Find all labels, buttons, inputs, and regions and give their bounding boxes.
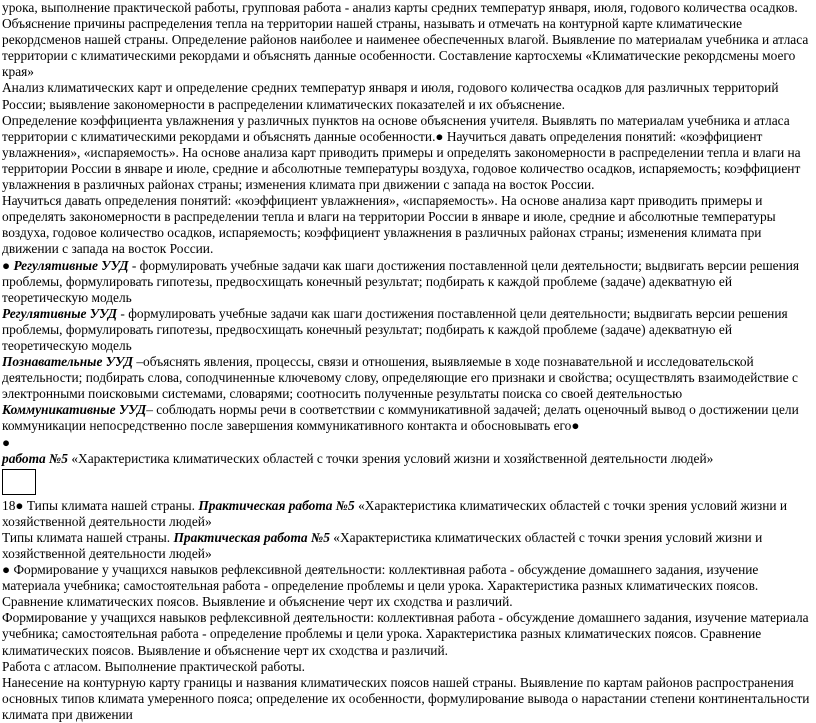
text: Определение коэффициента увлажнения у различных пунктов на основе объяснения учителя. Выявлять по материалам учебника и атласа территории с климатическими рекордами и объяснять данные особенности. xyxy=(2,112,790,144)
bullet-icon: ● xyxy=(15,497,24,513)
paragraph xyxy=(2,258,814,306)
text: - формулировать учебные задачи как шаги достижения поставленной цели деятельности; выдвигать версии решения проблемы, формулировать гипотезы, предвосхищать конечный результат; подбирать к каждой проблеме (задаче) адекватную ей теоретическую модель xyxy=(2,305,788,353)
paragraph xyxy=(2,0,814,80)
paragraph xyxy=(2,402,814,434)
paragraph xyxy=(2,306,814,354)
text: Работа с атласом. Выполнение практической работы. xyxy=(2,658,305,674)
heading-regulatory: Регулятивные УУД xyxy=(2,305,118,321)
empty-cell-box xyxy=(2,469,36,495)
paragraph xyxy=(2,354,814,402)
bullet-icon: ● xyxy=(2,257,11,273)
heading-communicative: Коммуникативные УУД xyxy=(2,402,147,418)
paragraph xyxy=(2,530,814,562)
text: Формирование у учащихся навыков рефлексивной деятельности: коллективная работа - обсуждение домашнего задания, изучение материала учебника; самостоятельная работа - определение проблемы и цели урока. Характеристика разных климатических поясов. Сравнение климатических поясов. Выявление и объяснение черт их сходства и различий. xyxy=(2,610,809,658)
row-number: 18 xyxy=(2,497,16,513)
text: –объяснять явления, процессы, связи и отношения, выявляемые в ходе познавательной и исследовательской деятельности; подбирать слова, соподчиненные ключевому слову, определяющие его признаки и свойства; осуществлять взаимодействие с электронными поисковыми системами, словарями; соотносить полученные результаты поиска со своей деятельностью xyxy=(2,354,798,402)
paragraph xyxy=(2,498,814,530)
text: урока, выполнение практической работы, групповая работа - анализ карты средних температур января, июля, годового количества осадков. Объяснение причины распределения тепла на территории нашей страны, называть и отмечать на контурной карте климатические рекордсменов нашей страны. Определение районов наиболее и наименее обеспеченных влагой. Выявление по материалам учебника и атласа территории с климатическими рекордами и объяснять данные особенности. Составление картосхемы «Климатические рекордсмены моего края» xyxy=(2,0,809,80)
heading-practical-work: работа №5 xyxy=(2,450,68,466)
heading-cognitive: Познавательные УУД xyxy=(2,354,133,370)
bullet-icon: ● xyxy=(571,418,580,434)
text: «Характеристика климатических областей с точки зрения условий жизни и хозяйственной деятельности людей» xyxy=(2,529,763,561)
paragraph xyxy=(2,659,814,675)
text: – соблюдать нормы речи в соответствии с коммуникативной задачей; делать оценочный вывод о достижении цели коммуникации непосредственно после завершения коммуникативного контакта и обосновывать его xyxy=(2,402,799,434)
paragraph xyxy=(2,113,814,193)
text: Формирование у учащихся навыков рефлексивной деятельности: коллективная работа - обсуждение домашнего задания, изучение материала учебника; самостоятельная работа - определение проблемы и цели урока. Характеристика разных климатических поясов. Сравнение климатических поясов. Выявление и объяснение черт их сходства и различий. xyxy=(2,562,759,610)
text: - формулировать учебные задачи как шаги достижения поставленной цели деятельности; выдвигать версии решения проблемы, формулировать гипотезы, предвосхищать конечный результат; подбирать к каждой проблеме (задаче) адекватную ей теоретическую модель xyxy=(2,257,800,305)
bullet-icon: ● xyxy=(435,128,444,144)
bullet-icon: ● xyxy=(2,562,11,578)
text: Нанесение на контурную карту границы и названия климатических поясов нашей страны. Выявление по картам районов распространения основных типов климата умеренного пояса; определение их особенности, формулирование вывода о нарастании степени континентальности климата при движении xyxy=(2,674,810,722)
paragraph xyxy=(2,562,814,610)
text: Типы климата нашей страны. xyxy=(2,529,174,545)
heading-practical-work: Практическая работа №5 xyxy=(198,497,355,513)
text: Типы климата нашей страны. xyxy=(23,497,199,513)
text: Научиться давать определения понятий: «коэффициент увлажнения», «испаряемость». На основе анализа карт приводить примеры и определять закономерности в распределении тепла и влаги на территории России в январе и июле, средние и абсолютные температуры воздуха, годовое количество осадков, испаряемость; коэффициент увлажнения в различных районах страны; изменения климата при движении с запада на восток России. xyxy=(2,193,776,257)
text: «Характеристика климатических областей с точки зрения условий жизни и хозяйственной деятельности людей» xyxy=(68,450,714,466)
paragraph xyxy=(2,193,814,257)
paragraph xyxy=(2,610,814,658)
text: «Характеристика климатических областей с точки зрения условий жизни и хозяйственной деятельности людей» xyxy=(2,497,788,529)
heading-regulatory: Регулятивные УУД xyxy=(13,257,129,273)
paragraph xyxy=(2,435,814,467)
paragraph xyxy=(2,80,814,112)
text: Анализ климатических карт и определение средних температур января и июля, годового количества осадков для различных территорий России; выявление закономерности в распределении климатических показателей и их объяснение. xyxy=(2,80,779,112)
heading-practical-work: Практическая работа №5 xyxy=(173,529,330,545)
bullet-icon: ● xyxy=(2,434,11,450)
paragraph xyxy=(2,675,814,723)
text: Научиться давать определения понятий: «коэффициент увлажнения», «испаряемость». На основе анализа карт приводить примеры и определять закономерности в распределении тепла и влаги на территории России в январе и июле, средние и абсолютные температуры воздуха, годовое количество осадков, испаряемость; коэффициент увлажнения в различных районах страны; изменения климата при движении с запада на восток России. xyxy=(2,128,801,193)
